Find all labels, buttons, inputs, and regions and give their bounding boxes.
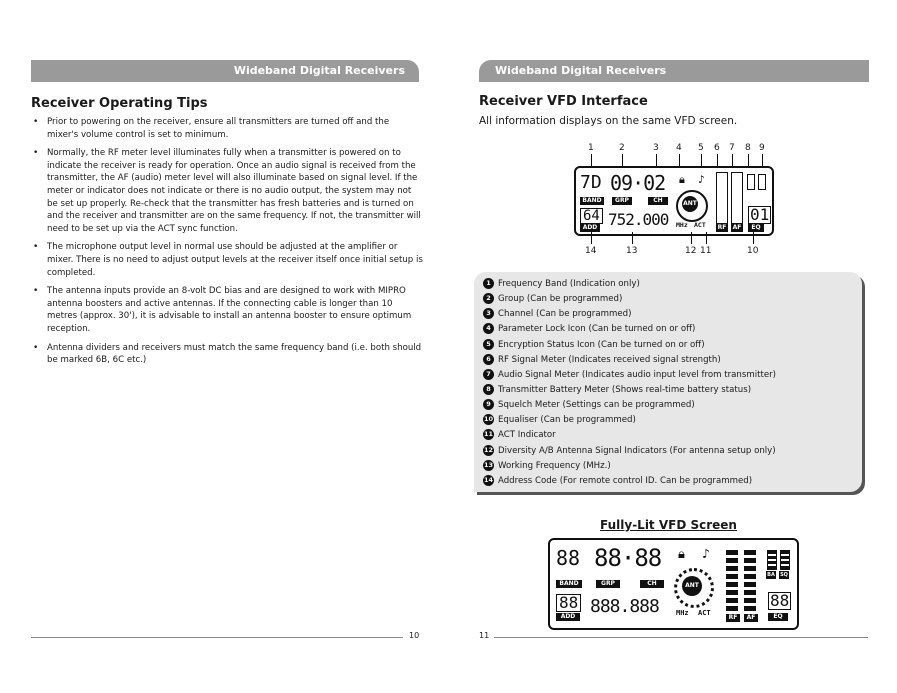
callout-12: 12 — [685, 246, 697, 256]
act-label: ACT — [694, 221, 706, 229]
legend-number: 1 — [483, 278, 494, 289]
legend-text: Equaliser (Can be programmed) — [498, 415, 636, 426]
fl-grp-label: GRP — [596, 580, 620, 588]
legend-number: 2 — [483, 293, 494, 304]
callout-9: 9 — [759, 143, 765, 153]
legend-item — [483, 398, 776, 413]
mhz-label: MHz — [676, 221, 688, 229]
band-label: BAND — [580, 197, 604, 205]
frequency-digits: 752.000 — [608, 210, 669, 229]
fl-battery-meter — [767, 550, 777, 570]
fl-squelch-meter — [780, 550, 790, 570]
vfd-diagram — [566, 142, 776, 262]
legend-item — [483, 368, 776, 383]
squelch-meter — [758, 174, 766, 190]
eq-label: EQ — [748, 224, 764, 232]
legend-item — [483, 459, 776, 474]
tip-item: • Prior to powering on the receiver, ensure all transmitters are turned off and the mixer's volume control is set to minimum. — [31, 116, 423, 141]
callout-8: 8 — [745, 143, 751, 153]
legend-text: Transmitter Battery Meter (Shows real-time battery status) — [498, 384, 752, 395]
tip-item: • Normally, the RF meter level illuminates fully when a transmitter is powered on to indicate the receiver is ready for operation. Once an audio signal is received from the transmitter, the AF (audio) meter level will also illuminate based on signal level. If the meter or indicator does not indicate or there is no audio output, the system may not be set up properly. Re-check that the transmitter has fresh batteries and is turned on and the receiver and transmitter are on the same frequency. If not, the transmitter will need to be set up via the ACT sync function. — [31, 147, 423, 235]
legend-number: 4 — [483, 323, 494, 334]
legend-item — [483, 413, 776, 428]
legend-text: Channel (Can be programmed) — [498, 309, 632, 320]
fl-eq-digits: 88 — [770, 591, 790, 610]
address-digits: 64 — [580, 208, 603, 224]
legend-text: RF Signal Meter (Indicates received signal strength) — [498, 354, 721, 365]
callout-10: 10 — [747, 246, 759, 256]
legend-text: Encryption Status Icon (Can be turned on or off) — [498, 339, 705, 350]
vfd-screen — [574, 166, 774, 236]
fl-mhz-label: MHz — [676, 609, 689, 617]
fl-sq-label: SQ — [780, 572, 788, 578]
ch-label: CH — [648, 197, 668, 205]
legend-text: Working Frequency (MHz.) — [498, 460, 611, 471]
callout-13: 13 — [626, 246, 638, 256]
callout-11: 11 — [700, 246, 712, 256]
footer-rule — [31, 637, 403, 638]
band-digits: 7D — [580, 172, 602, 193]
callout-7: 7 — [729, 143, 735, 153]
fl-af-label: AF — [744, 614, 758, 622]
fl-ch-label: CH — [640, 580, 664, 588]
legend-number: 13 — [483, 460, 494, 469]
legend-text: Address Code (For remote control ID. Can be programmed) — [498, 475, 753, 486]
legend-number: 12 — [483, 445, 494, 454]
page-number: 11 — [479, 631, 490, 640]
callout-14: 14 — [585, 246, 597, 256]
callout-5: 5 — [698, 143, 704, 153]
legend-number: 3 — [483, 308, 494, 319]
af-meter — [731, 172, 743, 224]
ant-indicator-icon: ANT — [682, 196, 698, 212]
fl-lock-icon: 🔒︎ — [678, 547, 685, 562]
fl-rf-meter — [726, 550, 738, 612]
tip-item: • The microphone output level in normal use should be adjusted at the amplifier or mixer. There is no need to adjust output levels at the receiver itself once initial setup is completed. — [31, 241, 423, 279]
callout-6: 6 — [714, 143, 720, 153]
af-label: AF — [732, 224, 742, 231]
leader-line — [591, 232, 592, 244]
legend-number: 9 — [483, 399, 494, 410]
legend-number: 8 — [483, 384, 494, 395]
legend-item — [483, 474, 776, 489]
rf-meter — [716, 172, 728, 224]
fl-band-label: BAND — [556, 580, 582, 588]
fl-encryption-icon: ♪ — [702, 547, 710, 562]
fl-frequency-digits: 888.888 — [590, 596, 659, 617]
intro-text: All information displays on the same VFD screen. — [479, 115, 738, 127]
tip-item: • The antenna inputs provide an 8-volt DC bias and are designed to work with MIPRO antenna boosters and active antennas. If the connecting cable is longer than 10 metres (approx. 30'), it is advisable to install an antenna booster to ensure optimum reception. — [31, 285, 423, 335]
leader-line — [632, 232, 633, 244]
legend-list — [483, 277, 776, 489]
callout-4: 4 — [676, 143, 682, 153]
legend-item — [483, 353, 776, 368]
left-page — [0, 0, 448, 693]
grp-label: GRP — [612, 197, 632, 205]
legend-text: Audio Signal Meter (Indicates audio input level from transmitter) — [498, 369, 776, 380]
legend-item — [483, 383, 776, 398]
leader-line — [706, 232, 707, 244]
legend-item — [483, 307, 776, 322]
fl-ant-indicator-icon: ANT — [682, 576, 702, 596]
left-heading: Receiver Operating Tips — [31, 96, 208, 111]
eq-digits: 01 — [750, 205, 770, 224]
legend-item — [483, 338, 776, 353]
legend-item — [483, 292, 776, 307]
fl-eq-label: EQ — [768, 613, 788, 621]
right-banner: Wideband Digital Receivers — [479, 60, 869, 82]
legend-number: 10 — [483, 415, 494, 424]
legend-number: 6 — [483, 354, 494, 365]
battery-meter — [747, 174, 755, 190]
grp-ch-digits: 09·02 — [610, 171, 666, 195]
callout-2: 2 — [619, 143, 625, 153]
fl-af-meter — [744, 550, 756, 612]
callout-1: 1 — [588, 143, 594, 153]
legend-item — [483, 444, 776, 459]
legend-number: 14 — [483, 475, 494, 484]
fl-act-label: ACT — [698, 609, 711, 617]
legend-item — [483, 277, 776, 292]
legend-text: Group (Can be programmed) — [498, 294, 623, 305]
tip-item: • Antenna dividers and receivers must match the same frequency band (i.e. both should be marked 6B, 6C etc.) — [31, 342, 423, 367]
fully-lit-title: Fully-Lit VFD Screen — [600, 518, 737, 532]
legend-text: Diversity A/B Antenna Signal Indicators (For antenna setup only) — [498, 445, 776, 456]
legend-number: 7 — [483, 369, 494, 380]
legend-text: ACT Indicator — [498, 430, 556, 441]
legend-text: Frequency Band (Indication only) — [498, 279, 640, 289]
fl-ba-label: BA — [767, 572, 775, 578]
fl-rf-label: RF — [726, 614, 740, 622]
leader-line — [753, 232, 754, 244]
legend-text: Parameter Lock Icon (Can be turned on or off) — [498, 324, 696, 335]
legend-text: Squelch Meter (Settings can be programmed) — [498, 400, 695, 411]
fl-grp-ch-digits: 88·88 — [594, 544, 662, 572]
right-page — [448, 0, 897, 693]
add-label: ADD — [580, 224, 600, 232]
right-heading: Receiver VFD Interface — [479, 94, 648, 109]
rf-label: RF — [717, 224, 727, 231]
page-number: 10 — [409, 631, 420, 640]
fully-lit-vfd — [548, 538, 799, 630]
legend-item — [483, 428, 776, 443]
legend-number: 11 — [483, 430, 494, 439]
fl-address-digits: 88 — [556, 594, 581, 612]
legend-box — [474, 272, 862, 492]
callout-3: 3 — [653, 143, 659, 153]
legend-item — [483, 322, 776, 337]
fl-band-digits: 88 — [556, 546, 581, 570]
footer-rule — [494, 637, 868, 638]
fl-add-label: ADD — [556, 613, 580, 621]
lock-icon: 🔒︎ — [679, 173, 685, 186]
left-banner: Wideband Digital Receivers — [31, 60, 419, 82]
leader-line — [691, 232, 692, 244]
legend-number: 5 — [483, 339, 494, 350]
tips-list — [31, 116, 423, 373]
encryption-icon: ♪ — [698, 173, 705, 186]
